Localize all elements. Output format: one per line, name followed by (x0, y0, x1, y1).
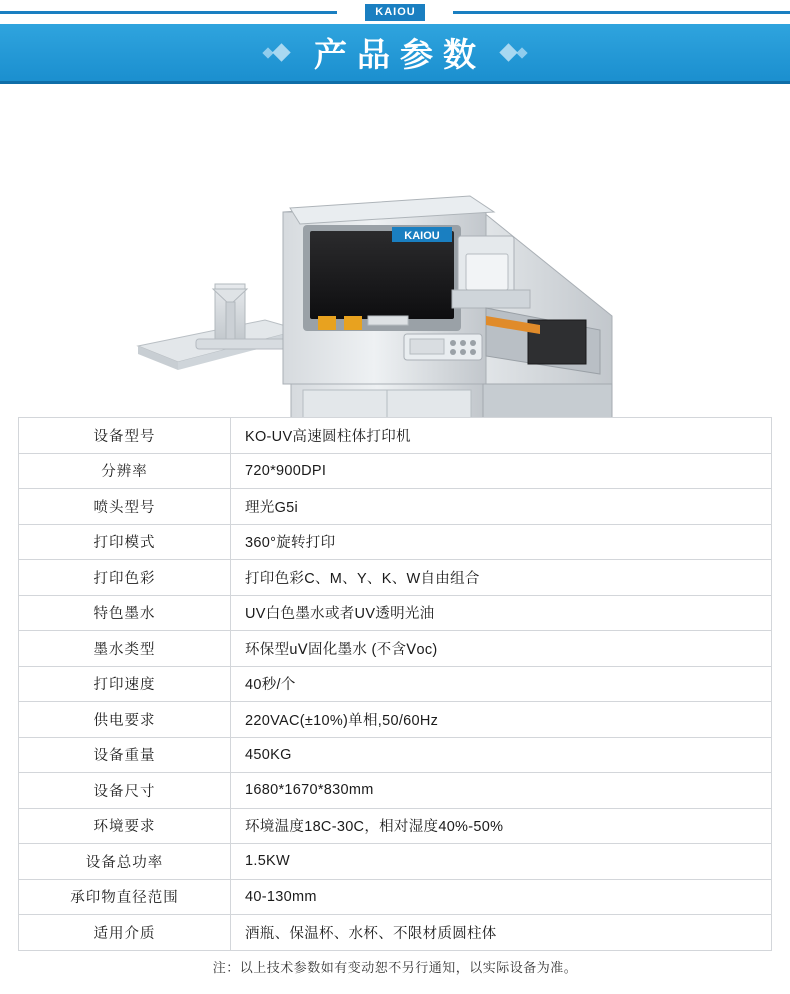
table-row (19, 453, 772, 489)
spec-value: 40秒/个 (231, 666, 772, 702)
spec-key: 环境要求 (19, 808, 231, 844)
spec-value: 40-130mm (231, 879, 772, 915)
page-title: 产品参数 (314, 36, 486, 73)
brand-rule-left (0, 11, 337, 14)
spec-key: 供电要求 (19, 702, 231, 738)
table-row (19, 915, 772, 951)
table-row (19, 595, 772, 631)
table-row (19, 702, 772, 738)
spec-key: 特色墨水 (19, 595, 231, 631)
table-row (19, 844, 772, 880)
spec-value: 1680*1670*830mm (231, 773, 772, 809)
table-row (19, 524, 772, 560)
spec-value: 酒瓶、保温杯、水杯、不限材质圆柱体 (231, 915, 772, 951)
footnote: 注：以上技术参数如有变动恕不另行通知，以实际设备为准。 (212, 959, 578, 975)
table-row (19, 560, 772, 596)
spec-table (18, 417, 772, 951)
spec-key: 设备尺寸 (19, 773, 231, 809)
spec-value: KO-UV高速圆柱体打印机 (231, 418, 772, 454)
product-photo-area (0, 84, 790, 417)
spec-table-body (19, 418, 772, 951)
table-row (19, 737, 772, 773)
spec-key: 设备重量 (19, 737, 231, 773)
spec-key: 墨水类型 (19, 631, 231, 667)
brand-rule-right (453, 11, 790, 14)
table-row (19, 666, 772, 702)
spec-value: 环保型uⅤ固化墨水 (不含Ⅴoc) (231, 631, 772, 667)
table-row (19, 808, 772, 844)
spec-key: 设备型号 (19, 418, 231, 454)
diamond-ornament-right-icon (502, 46, 526, 59)
spec-value: 理光G5i (231, 489, 772, 525)
brand-logo: KAIOU (365, 4, 424, 21)
spec-value: 220VAC(±10%)单相,50/60Hz (231, 702, 772, 738)
table-row (19, 418, 772, 454)
spec-value: UV白色墨水或者UV透明光油 (231, 595, 772, 631)
table-row (19, 773, 772, 809)
diamond-ornament-left-icon (264, 46, 288, 59)
spec-value: 1.5KW (231, 844, 772, 880)
spec-key: 适用介质 (19, 915, 231, 951)
spec-key: 打印色彩 (19, 560, 231, 596)
spec-table-wrap (0, 417, 790, 976)
page-banner (0, 24, 790, 84)
top-brand-bar (0, 0, 790, 24)
spec-value: 打印色彩C、M、Y、K、W自由组合 (231, 560, 772, 596)
product-machine-illustration (0, 84, 790, 417)
table-row (19, 631, 772, 667)
spec-key: 设备总功率 (19, 844, 231, 880)
table-row (19, 489, 772, 525)
spec-value: 450KG (231, 737, 772, 773)
spec-key: 打印速度 (19, 666, 231, 702)
table-row (19, 879, 772, 915)
spec-key: 分辨率 (19, 453, 231, 489)
spec-key: 喷头型号 (19, 489, 231, 525)
machine-logo-text: KAIOU (404, 230, 440, 242)
spec-value: 720*900DPI (231, 453, 772, 489)
spec-value: 360°旋转打印 (231, 524, 772, 560)
spec-key: 打印模式 (19, 524, 231, 560)
spec-value: 环境温度18C-30C，相对湿度40%-50% (231, 808, 772, 844)
spec-key: 承印物直径范围 (19, 879, 231, 915)
